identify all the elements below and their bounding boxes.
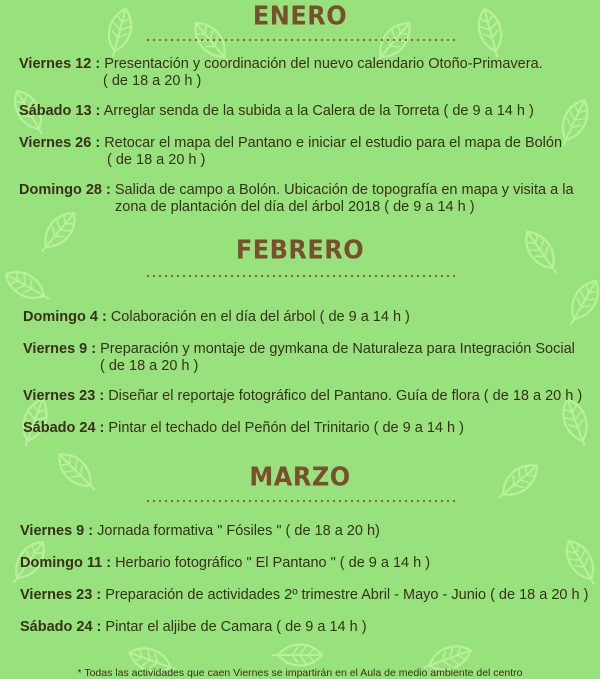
- entry-day: Viernes 23 :: [23, 388, 105, 404]
- list-item: [20, 523, 380, 540]
- month-title-enero: ENERO: [252, 0, 348, 32]
- entry-text: Presentación y coordinación del nuevo calendario Otoño-Primavera.: [104, 56, 543, 72]
- list-item: [19, 135, 562, 169]
- entry-text: Diseñar el reportaje fotográfico del Pantano. Guía de flora ( de 18 a 20 h ): [108, 388, 583, 404]
- entry-day: Sábado 24 :: [23, 420, 105, 436]
- entry-text: Preparación de actividades 2º trimestre Abril - Mayo - Junio ( de 18 a 20 h ): [105, 587, 589, 603]
- list-item: [19, 103, 534, 120]
- entry-text: Colaboración en el día del árbol ( de 9 a 14 h ): [110, 309, 410, 325]
- entry-day: Viernes 26 :: [19, 135, 101, 151]
- entry-text: Preparación y montaje de gymkana de Naturaleza para Integración Social: [100, 341, 575, 357]
- list-item: [23, 309, 410, 326]
- entry-day: Sábado 24 :: [20, 619, 102, 635]
- entry-day: Viernes 9 :: [20, 523, 94, 539]
- month-divider: [145, 500, 455, 502]
- entry-text-cont: ( de 18 a 20 h ): [100, 358, 199, 374]
- entry-text-cont: zona de plantación del día del árbol 2018 ( de 9 a 14 h ): [115, 199, 475, 215]
- list-item: [20, 587, 588, 604]
- list-item: [23, 341, 575, 375]
- entry-text-cont: ( de 18 a 20 h ): [107, 152, 206, 168]
- entry-text: Arreglar senda de la subida a la Calera de la Torreta ( de 9 a 14 h ): [103, 103, 534, 119]
- entry-day: Domingo 28 :: [19, 182, 111, 198]
- list-item: [20, 555, 430, 572]
- month-divider: [145, 39, 455, 41]
- entry-day: Viernes 9 :: [23, 341, 97, 357]
- entry-text: Retocar el mapa del Pantano e iniciar el estudio para el mapa de Bolón: [104, 135, 563, 151]
- entry-day: Viernes 12 :: [19, 56, 101, 72]
- list-item: [23, 420, 464, 437]
- list-item: [19, 56, 543, 90]
- entry-day: Domingo 11 :: [20, 555, 112, 571]
- entry-day: Domingo 4 :: [23, 309, 107, 325]
- entry-text: Pintar el aljibe de Camara ( de 9 a 14 h ): [105, 619, 367, 635]
- entry-text-cont: ( de 18 a 20 h ): [103, 73, 202, 89]
- month-title-febrero: FEBRERO: [235, 234, 365, 266]
- entry-day: Sábado 13 :: [19, 103, 101, 119]
- entry-text: Pintar el techado del Peñón del Trinitario ( de 9 a 14 h ): [108, 420, 464, 436]
- entry-day: Viernes 23 :: [20, 587, 102, 603]
- month-divider: [145, 275, 455, 277]
- list-item: [20, 619, 367, 636]
- list-item: [19, 182, 574, 216]
- entry-text: Jornada formativa " Fósiles " ( de 18 a 20 h): [97, 523, 380, 539]
- footnote: * Todas las actividades que caen Viernes se impartirán en el Aula de medio ambiente del centro: [77, 667, 523, 679]
- month-title-marzo: MARZO: [249, 461, 351, 493]
- entry-text: Herbario fotográfico " El Pantano " ( de 9 a 14 h ): [115, 555, 431, 571]
- entry-text: Salida de campo a Bolón. Ubicación de topografía en mapa y visita a la: [114, 182, 574, 198]
- list-item: [23, 388, 582, 405]
